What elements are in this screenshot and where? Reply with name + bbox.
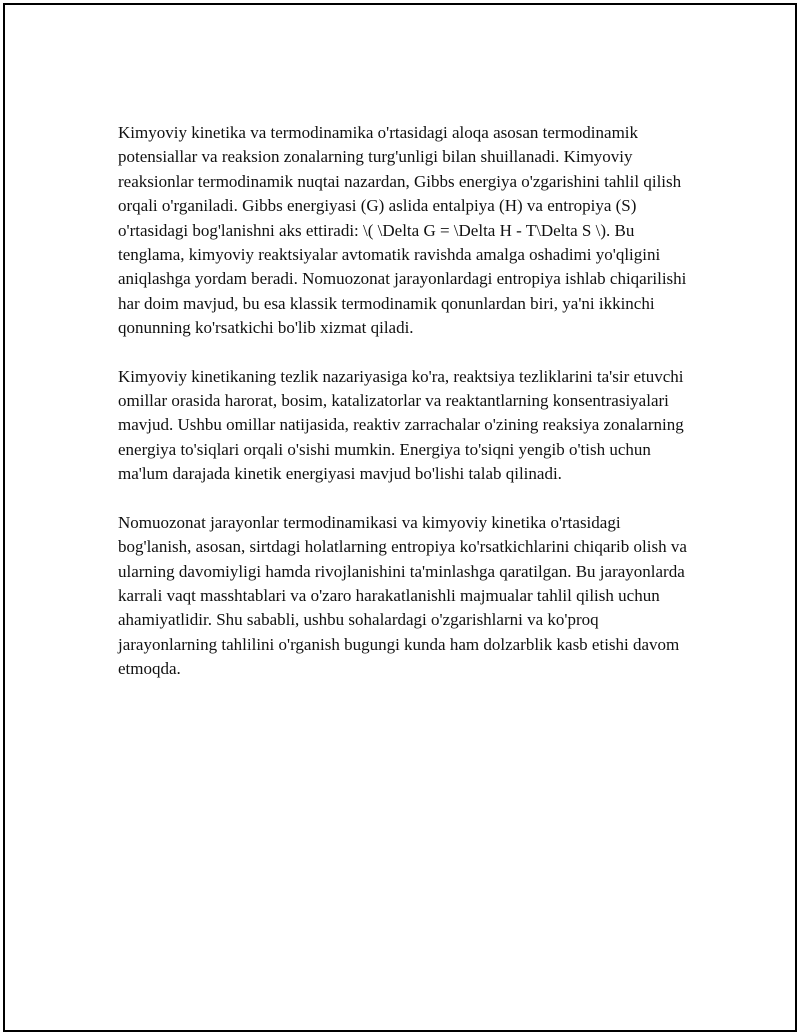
paragraph-1: Kimyoviy kinetika va termodinamika o'rtasidagi aloqa asosan termodinamik potensiallar va reaksion zonalarning turg'unligi bilan shuillanadi. Kimyoviy reaksionlar termodinamik nuqtai nazardan, Gibbs energiya o'zgarishini tahlil qilish orqali o'rganiladi. Gibbs energiyasi (G) aslida entalpiya (H) va entropiya (S) o'rtasidagi bog'lanishni aks ettiradi: \( \Delta G = \Delta H - T\Delta S \). Bu tenglama, kimyoviy reaktsiyalar avtomatik ravishda amalga oshadimi yo'qligini aniqlashga yordam beradi. Nomuozonat jarayonlardagi entropiya ishlab chiqarilishi har doim mavjud, bu esa klassik termodinamik qonunlardan biri, ya'ni ikkinchi qonunning ko'rsatkichi bo'lib xizmat qiladi. xyxy=(118,123,687,338)
paragraph-2: Kimyoviy kinetikaning tezlik nazariyasiga ko'ra, reaktsiya tezliklarini ta'sir etuvchi omillar orasida harorat, bosim, katalizatorlar va reaktantlarning konsentrasiyalari mavjud. Ushbu omillar natijasida, reaktiv zarrachalar o'zining reaksiya zonalarning energiya to'siqlari orqali o'sishi mumkin. Energiya to'siqni yengib o'tish uchun ma'lum darajada kinetik energiyasi mavjud bo'lishi talab qilinadi. xyxy=(118,366,684,484)
document-body xyxy=(118,121,696,706)
paragraph-3: Nomuozonat jarayonlar termodinamikasi va kimyoviy kinetika o'rtasidagi bog'lanish, asosan, sirtdagi holatlarning entropiya ko'rsatkichlarini chiqarib olish va ularning davomiyligi hamda rivojlanishini ta'minlashga qaratilgan. Bu jarayonlarda karrali vaqt masshtablari va o'zaro harakatlanishli majmualar tahlil qilish uchun ahamiyatlidir. Shu sababli, ushbu sohalardagi o'zgarishlarni va ko'proq jarayonlarning tahlilini o'rganish bugungi kunda ham dolzarblik kasb etishi davom etmoqda. xyxy=(118,512,687,679)
document-page xyxy=(3,3,797,1032)
